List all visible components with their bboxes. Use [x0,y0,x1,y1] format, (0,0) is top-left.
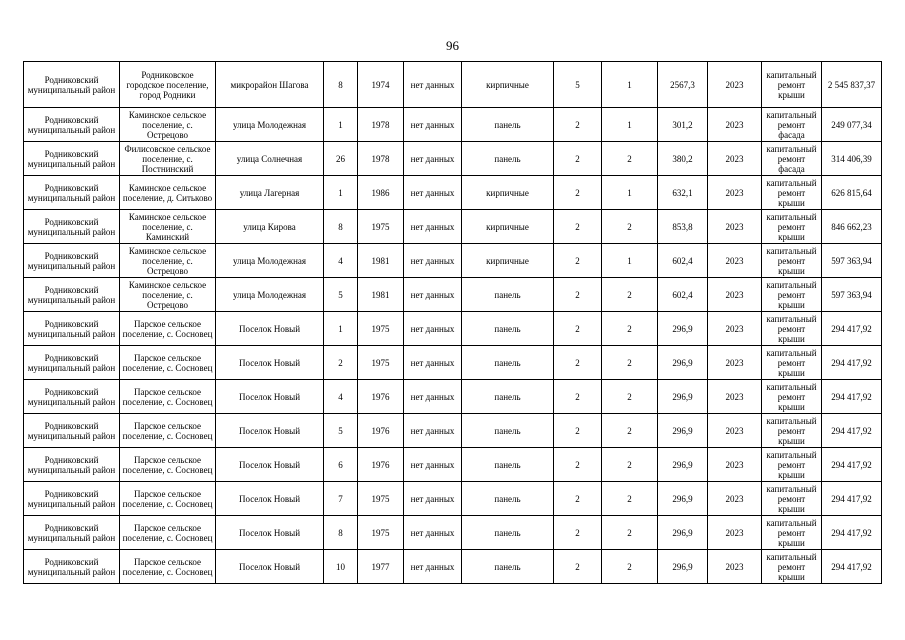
repair-year-cell: 2023 [708,448,762,482]
settlement-cell: Парское сельское поселение, с. Сосновец [120,414,216,448]
area-cell: 301,2 [658,108,708,142]
work-type-cell: капитальный ремонт крыши [762,448,822,482]
cost-cell: 626 815,64 [822,176,882,210]
repair-year-cell: 2023 [708,482,762,516]
street-cell: Поселок Новый [216,482,324,516]
repair-year-cell: 2023 [708,516,762,550]
settlement-cell: Каминское сельское поселение, с. Острецово [120,244,216,278]
work-type-cell: капитальный ремонт крыши [762,62,822,108]
year-built-cell: 1974 [358,62,404,108]
street-cell: Поселок Новый [216,414,324,448]
wall-material-cell: кирпичные [462,210,554,244]
entrances-cell: 2 [602,550,658,584]
settlement-cell: Парское сельское поселение, с. Сосновец [120,346,216,380]
area-cell: 296,9 [658,448,708,482]
work-type-cell: капитальный ремонт крыши [762,346,822,380]
cost-cell: 249 077,34 [822,108,882,142]
year-built-cell: 1975 [358,516,404,550]
cost-cell: 294 417,92 [822,448,882,482]
status-cell: нет данных [404,380,462,414]
floors-cell: 2 [554,550,602,584]
year-built-cell: 1981 [358,244,404,278]
table-row [24,550,882,584]
status-cell: нет данных [404,312,462,346]
entrances-cell: 1 [602,244,658,278]
settlement-cell: Парское сельское поселение, с. Сосновец [120,448,216,482]
district-cell: Родниковский муниципальный район [24,176,120,210]
floors-cell: 2 [554,482,602,516]
settlement-cell: Каминское сельское поселение, с. Острецово [120,108,216,142]
year-built-cell: 1976 [358,448,404,482]
housing-repair-table [23,61,882,584]
area-cell: 380,2 [658,142,708,176]
district-cell: Родниковский муниципальный район [24,210,120,244]
entrances-cell: 2 [602,482,658,516]
year-built-cell: 1976 [358,380,404,414]
wall-material-cell: панель [462,414,554,448]
floors-cell: 2 [554,176,602,210]
wall-material-cell: панель [462,312,554,346]
entrances-cell: 2 [602,516,658,550]
work-type-cell: капитальный ремонт крыши [762,380,822,414]
cost-cell: 294 417,92 [822,414,882,448]
district-cell: Родниковский муниципальный район [24,550,120,584]
repair-year-cell: 2023 [708,278,762,312]
status-cell: нет данных [404,482,462,516]
area-cell: 296,9 [658,312,708,346]
floors-cell: 5 [554,62,602,108]
house-number-cell: 4 [324,244,358,278]
status-cell: нет данных [404,244,462,278]
year-built-cell: 1975 [358,346,404,380]
house-number-cell: 26 [324,142,358,176]
status-cell: нет данных [404,108,462,142]
area-cell: 296,9 [658,482,708,516]
house-number-cell: 8 [324,210,358,244]
entrances-cell: 2 [602,312,658,346]
repair-year-cell: 2023 [708,380,762,414]
wall-material-cell: панель [462,346,554,380]
year-built-cell: 1986 [358,176,404,210]
repair-year-cell: 2023 [708,176,762,210]
floors-cell: 2 [554,108,602,142]
repair-year-cell: 2023 [708,210,762,244]
cost-cell: 294 417,92 [822,312,882,346]
wall-material-cell: кирпичные [462,244,554,278]
cost-cell: 597 363,94 [822,278,882,312]
work-type-cell: капитальный ремонт фасада [762,108,822,142]
wall-material-cell: кирпичные [462,176,554,210]
floors-cell: 2 [554,414,602,448]
table-row [24,108,882,142]
area-cell: 296,9 [658,380,708,414]
wall-material-cell: панель [462,108,554,142]
wall-material-cell: панель [462,278,554,312]
street-cell: Поселок Новый [216,516,324,550]
house-number-cell: 1 [324,312,358,346]
house-number-cell: 8 [324,62,358,108]
settlement-cell: Родниковское городское поселение, город Родники [120,62,216,108]
district-cell: Родниковский муниципальный район [24,142,120,176]
repair-year-cell: 2023 [708,108,762,142]
house-number-cell: 1 [324,108,358,142]
work-type-cell: капитальный ремонт крыши [762,482,822,516]
area-cell: 602,4 [658,244,708,278]
entrances-cell: 1 [602,108,658,142]
status-cell: нет данных [404,448,462,482]
settlement-cell: Парское сельское поселение, с. Сосновец [120,482,216,516]
status-cell: нет данных [404,516,462,550]
street-cell: Поселок Новый [216,346,324,380]
area-cell: 296,9 [658,414,708,448]
status-cell: нет данных [404,278,462,312]
year-built-cell: 1975 [358,482,404,516]
area-cell: 296,9 [658,550,708,584]
settlement-cell: Парское сельское поселение, с. Сосновец [120,312,216,346]
year-built-cell: 1976 [358,414,404,448]
settlement-cell: Каминское сельское поселение, с. Острецово [120,278,216,312]
district-cell: Родниковский муниципальный район [24,516,120,550]
wall-material-cell: панель [462,516,554,550]
year-built-cell: 1978 [358,142,404,176]
status-cell: нет данных [404,62,462,108]
street-cell: Поселок Новый [216,550,324,584]
district-cell: Родниковский муниципальный район [24,414,120,448]
status-cell: нет данных [404,210,462,244]
entrances-cell: 2 [602,142,658,176]
house-number-cell: 2 [324,346,358,380]
district-cell: Родниковский муниципальный район [24,380,120,414]
table-row [24,278,882,312]
settlement-cell: Филисовское сельское поселение, с. Постнинский [120,142,216,176]
table-row [24,346,882,380]
settlement-cell: Парское сельское поселение, с. Сосновец [120,516,216,550]
house-number-cell: 4 [324,380,358,414]
wall-material-cell: панель [462,142,554,176]
repair-year-cell: 2023 [708,550,762,584]
house-number-cell: 5 [324,414,358,448]
street-cell: микрорайон Шагова [216,62,324,108]
cost-cell: 294 417,92 [822,550,882,584]
district-cell: Родниковский муниципальный район [24,482,120,516]
street-cell: Поселок Новый [216,448,324,482]
wall-material-cell: кирпичные [462,62,554,108]
work-type-cell: капитальный ремонт крыши [762,414,822,448]
status-cell: нет данных [404,550,462,584]
area-cell: 2567,3 [658,62,708,108]
settlement-cell: Каминское сельское поселение, д. Ситьково [120,176,216,210]
house-number-cell: 5 [324,278,358,312]
house-number-cell: 1 [324,176,358,210]
entrances-cell: 1 [602,176,658,210]
district-cell: Родниковский муниципальный район [24,62,120,108]
wall-material-cell: панель [462,380,554,414]
table-row [24,448,882,482]
table-row [24,176,882,210]
street-cell: улица Солнечная [216,142,324,176]
area-cell: 853,8 [658,210,708,244]
cost-cell: 2 545 837,37 [822,62,882,108]
entrances-cell: 2 [602,278,658,312]
work-type-cell: капитальный ремонт крыши [762,278,822,312]
settlement-cell: Парское сельское поселение, с. Сосновец [120,380,216,414]
street-cell: Поселок Новый [216,312,324,346]
work-type-cell: капитальный ремонт крыши [762,244,822,278]
street-cell: улица Молодежная [216,278,324,312]
status-cell: нет данных [404,142,462,176]
cost-cell: 294 417,92 [822,516,882,550]
entrances-cell: 2 [602,210,658,244]
status-cell: нет данных [404,414,462,448]
page-number: 96 [446,38,459,53]
repair-year-cell: 2023 [708,414,762,448]
floors-cell: 2 [554,244,602,278]
settlement-cell: Каминское сельское поселение, с. Каминский [120,210,216,244]
table-row [24,62,882,108]
year-built-cell: 1977 [358,550,404,584]
table-row [24,210,882,244]
table-row [24,414,882,448]
table-row [24,380,882,414]
house-number-cell: 10 [324,550,358,584]
district-cell: Родниковский муниципальный район [24,312,120,346]
entrances-cell: 2 [602,380,658,414]
status-cell: нет данных [404,346,462,380]
house-number-cell: 6 [324,448,358,482]
cost-cell: 314 406,39 [822,142,882,176]
repair-year-cell: 2023 [708,62,762,108]
table-row [24,142,882,176]
cost-cell: 294 417,92 [822,380,882,414]
street-cell: улица Лагерная [216,176,324,210]
street-cell: улица Молодежная [216,244,324,278]
year-built-cell: 1975 [358,312,404,346]
house-number-cell: 7 [324,482,358,516]
repair-year-cell: 2023 [708,346,762,380]
cost-cell: 294 417,92 [822,482,882,516]
floors-cell: 2 [554,448,602,482]
floors-cell: 2 [554,210,602,244]
settlement-cell: Парское сельское поселение, с. Сосновец [120,550,216,584]
street-cell: улица Кирова [216,210,324,244]
status-cell: нет данных [404,176,462,210]
floors-cell: 2 [554,380,602,414]
work-type-cell: капитальный ремонт крыши [762,312,822,346]
year-built-cell: 1981 [358,278,404,312]
cost-cell: 597 363,94 [822,244,882,278]
repair-year-cell: 2023 [708,312,762,346]
work-type-cell: капитальный ремонт крыши [762,550,822,584]
repair-year-cell: 2023 [708,244,762,278]
house-number-cell: 8 [324,516,358,550]
street-cell: Поселок Новый [216,380,324,414]
work-type-cell: капитальный ремонт крыши [762,516,822,550]
wall-material-cell: панель [462,448,554,482]
floors-cell: 2 [554,142,602,176]
district-cell: Родниковский муниципальный район [24,346,120,380]
floors-cell: 2 [554,346,602,380]
entrances-cell: 2 [602,448,658,482]
area-cell: 602,4 [658,278,708,312]
repair-year-cell: 2023 [708,142,762,176]
area-cell: 296,9 [658,516,708,550]
year-built-cell: 1978 [358,108,404,142]
year-built-cell: 1975 [358,210,404,244]
district-cell: Родниковский муниципальный район [24,448,120,482]
work-type-cell: капитальный ремонт крыши [762,176,822,210]
table-row [24,244,882,278]
wall-material-cell: панель [462,550,554,584]
cost-cell: 294 417,92 [822,346,882,380]
table-row [24,482,882,516]
area-cell: 632,1 [658,176,708,210]
table-row [24,516,882,550]
work-type-cell: капитальный ремонт крыши [762,210,822,244]
district-cell: Родниковский муниципальный район [24,244,120,278]
floors-cell: 2 [554,516,602,550]
district-cell: Родниковский муниципальный район [24,108,120,142]
district-cell: Родниковский муниципальный район [24,278,120,312]
entrances-cell: 2 [602,346,658,380]
street-cell: улица Молодежная [216,108,324,142]
wall-material-cell: панель [462,482,554,516]
floors-cell: 2 [554,312,602,346]
entrances-cell: 2 [602,414,658,448]
area-cell: 296,9 [658,346,708,380]
work-type-cell: капитальный ремонт фасада [762,142,822,176]
entrances-cell: 1 [602,62,658,108]
cost-cell: 846 662,23 [822,210,882,244]
table-row [24,312,882,346]
floors-cell: 2 [554,278,602,312]
